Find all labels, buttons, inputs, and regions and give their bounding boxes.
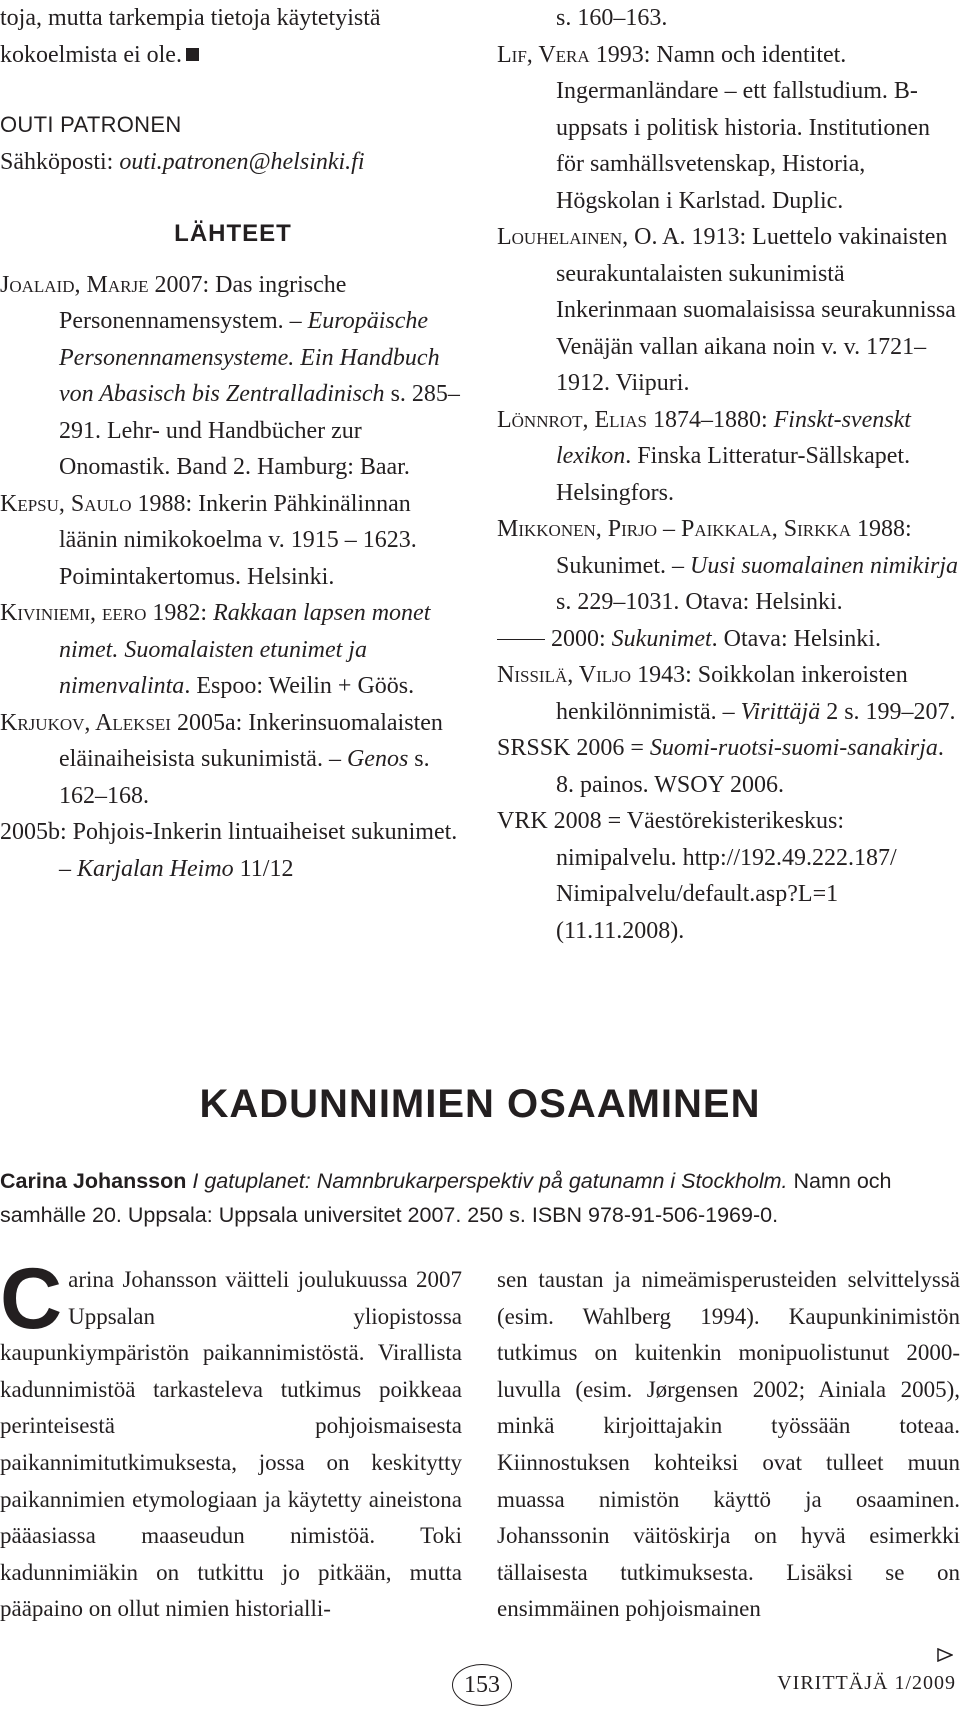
drop-cap: C [0, 1251, 63, 1347]
end-paragraph-text: toja, mutta tarkempia tietoja käytetyistä kokoelmista ei ole. [0, 5, 381, 68]
reference-author: Lönnrot, Elias [497, 406, 647, 433]
email-address: outi.patronen@helsinki.fi [119, 148, 365, 175]
reference-text: s. 285–291. Lehr- und Handbücher zur Onomastik. Band 2. Hamburg: Baar. [59, 381, 460, 480]
reference-text: 1988: Inkerin Pähkinälinnan läänin nimikokoelma v. 1915 – 1623. Poimintakertomus. Helsinki. [59, 490, 417, 590]
reference-text: Virittäjä [740, 698, 821, 725]
reference-text: 11/12 [233, 855, 294, 882]
reference-text: 2000: [551, 625, 612, 652]
reference-entry [497, 511, 960, 621]
reference-author: Lif, Vera [497, 41, 590, 68]
reference-text: SRSSK 2006 = [497, 735, 650, 761]
body-text-left: arina Johansson väitteli joulukuussa 2007 Uppsalan yliopistossa kaupunkiympäristön paikannimistöstä. Virallista kadunnimistöä tarkasteleva tutkimus poikkeaa perinteisestä pohjoismaisesta paikannimitutkimuksesta, jossa on keskitytty paikannimien etymologiaan ja käytetty aineistona pääasiassa maaseudun nimistöä. Toki kadunnimiäkin on tutkittu jo pitkään, mutta pääpaino on ollut nimien historialli- [0, 1267, 462, 1622]
reference-entry [0, 705, 466, 815]
body-column-left [0, 1251, 462, 1628]
reference-entry [497, 402, 960, 512]
article-author-name: OUTI PATRONEN [0, 112, 182, 137]
reference-list-left [0, 267, 466, 888]
reference-text: Sukunimet [611, 625, 712, 652]
reference-text: . Espoo: Weilin + Göös. [184, 673, 415, 699]
page-number: 153 [452, 1664, 512, 1706]
reference-text: 1993: Namn och identitet. Ingermanländare – ett fallstudium. B-uppsats i politisk historia. Institutionen för samhällsvetenskap, Historia, Högskolan i Karlstad. Duplic. [556, 41, 930, 214]
reference-text: . Finska Litteratur-Sällskapet. Helsingfors. [556, 443, 911, 506]
reference-entry [497, 219, 960, 402]
email-label: Sähköposti: [0, 148, 114, 175]
reference-text: Karjalan Heimo [77, 855, 234, 882]
right-column [497, 0, 960, 949]
reference-text: 2 s. 199–207. [820, 698, 956, 725]
reference-author: Joalaid, Marje [0, 271, 149, 298]
reference-author: Krjukov, Aleksei [0, 709, 171, 736]
reference-text: 1982: [146, 600, 214, 626]
reference-entry [497, 0, 960, 37]
reference-text: s. 229–1031. Otava: Helsinki. [556, 589, 843, 615]
reference-text: . Otava: Helsinki. [711, 625, 881, 652]
reference-text: 1913: Luettelo vakinaisten seurakuntalaisten sukunimistä Inkerinmaan suomalaisissa seurakunnissa Venäjän vallan aikana noin v. v. 1721–1912. Viipuri. [556, 224, 956, 396]
reviewed-book-publication: Namn och samhälle 20. Uppsala: Uppsala universitet 2007. 250 s. ISBN 978-91-506-1969-0. [0, 1169, 892, 1227]
book-bibliography [0, 1164, 960, 1232]
reference-author: Louhelainen, O. A. [497, 224, 686, 250]
reference-author: Kiviniemi, eero [0, 600, 147, 626]
reference-text: 2005a: Inkerinsuomalaisten eläinaiheisista sukunimistä. – [59, 709, 443, 772]
reference-entry [497, 657, 960, 730]
reviewed-book-title: I gatuplanet: Namnbrukarperspektiv på gatunamn i Stockholm. [192, 1169, 788, 1193]
reference-entry [0, 595, 466, 705]
reference-text: . 8. painos. WSOY 2006. [556, 735, 944, 798]
reviewed-author: Carina Johansson [0, 1169, 187, 1193]
article-title: KADUNNIMIEN OSAAMINEN [199, 1082, 761, 1126]
reference-text: Genos [346, 746, 409, 772]
reference-entry [0, 267, 466, 486]
reference-text: 1988: Sukunimet. – [556, 516, 912, 579]
journal-issue: VIRITTÄJÄ 1/2009 [777, 1672, 956, 1694]
reference-text: Suomi-ruotsi-suomi-sanakirja [649, 735, 938, 761]
reference-text: 2007: Das ingrische Personennamensystem. – [59, 271, 347, 334]
reference-text: s. 162–168. [59, 746, 430, 809]
reference-text: 1943: Soikkolan inkeroisten henkilönnimistä. – [556, 662, 908, 725]
reference-text: Finskt-svenskt lexikon [556, 406, 911, 469]
reference-author: Mikkonen, Pirjo – Paikkala, Sirkka [497, 516, 851, 542]
body-column-right [497, 1262, 960, 1628]
reference-author: Nissilä, Viljo [497, 662, 632, 688]
reference-entry [497, 803, 960, 949]
reference-text: 2005b: Pohjois-Inkerin lintuaiheiset sukunimet. – [0, 819, 458, 882]
reference-entry [497, 621, 960, 658]
end-paragraph [0, 0, 466, 73]
reference-author: Kepsu, Saulo [0, 490, 132, 517]
reference-entry [497, 37, 960, 220]
reference-text: Rakkaan lapsen monet nimet. Suomalaisten etunimet ja nimenvalinta [59, 600, 431, 699]
body-text-right: sen taustan ja nimeämisperusteiden selvittelyssä (esim. Wahlberg 1994). Kaupunkinimistön tutkimus on kuitenkin monipuolistunut 2000-luvulla (esim. Jørgensen 2002; Ainiala 2005), minkä kirjoittajakin työssään toteaa. Kiinnostuksen kohteiksi ovat tulleet muun muassa nimistön käyttö ja osaaminen. Johanssonin väitöskirja on hyvä esimerkki tällaisesta tutkimuksesta. Lisäksi se on ensimmäinen pohjoismainen [497, 1267, 960, 1622]
author-email [0, 144, 466, 181]
reference-text: Europäische Personennamensysteme. Ein Handbuch von Abasisch bis Zentralladinisch [59, 308, 440, 407]
reference-text: s. 160–163. [556, 5, 668, 31]
reference-entry [0, 486, 466, 596]
reference-text: VRK 2008 = Väestörekisterikeskus: nimipalvelu. http://192.49.222.187/ Nimipalvelu/default.asp?L=1 (11.11.2008). [497, 808, 897, 944]
left-column [0, 0, 466, 887]
end-of-article-square-icon [186, 48, 199, 61]
ditto-dash [497, 639, 545, 640]
reference-entry [497, 730, 960, 803]
reference-list-right [497, 0, 960, 949]
reference-entry [0, 814, 466, 887]
reference-text: Uusi suomalainen nimikirja [690, 552, 959, 579]
sources-heading: LÄHTEET [174, 220, 292, 247]
continue-arrow-icon [937, 1648, 953, 1662]
reference-text: 1874–1880: [646, 406, 774, 433]
